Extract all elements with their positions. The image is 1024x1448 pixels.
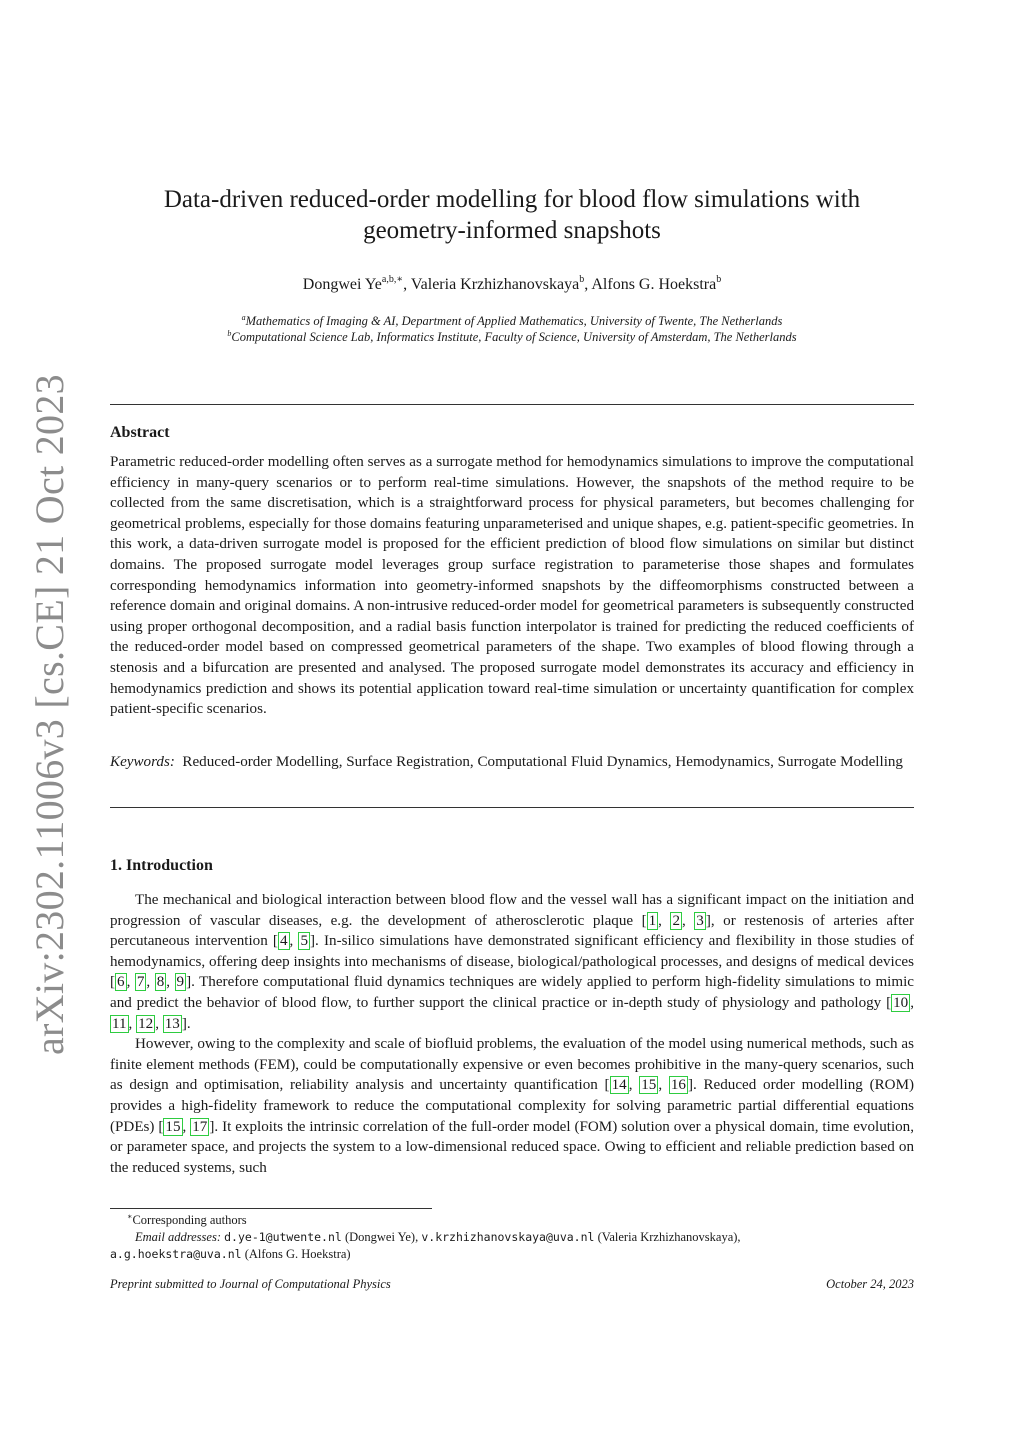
citation-link[interactable]: 7: [136, 974, 145, 991]
keywords-label: Keywords:: [110, 754, 175, 770]
footnote-corresponding: ∗Corresponding authors: [127, 1212, 247, 1227]
citation-link[interactable]: 12: [138, 1015, 154, 1032]
title-line-1: Data-driven reduced-order modelling for blood flow simulations with: [163, 186, 861, 213]
author-3: Alfons G. Hoekstra$^b$: [591, 274, 722, 293]
paragraph-text: ,: [126, 974, 135, 991]
author-list: [110, 275, 914, 295]
page-footer: [110, 1276, 914, 1292]
paragraph-text: ,: [658, 1077, 669, 1094]
citation-link[interactable]: 9: [176, 974, 185, 991]
footnote-emails-line-2: a.g.hoekstra@uva.nl (Alfons G. Hoekstra): [110, 1247, 351, 1261]
keywords: [110, 752, 914, 773]
title-line-2: geometry-informed snapshots: [363, 217, 661, 244]
paragraph-text: However, owing to the complexity and scale of biofluid problems, the evaluation of the model using numerical methods, such as finite element methods (FEM), could be computationally expensive or even becomes prohibitive in the many-query scenarios, such as design and optimisation, reliability analysis and uncertainty quantification [: [110, 1036, 914, 1094]
paragraph-text: ,: [682, 912, 695, 929]
citation-link[interactable]: 8: [156, 974, 165, 991]
intro-paragraph-1: [110, 890, 914, 1034]
citation-link[interactable]: 6: [117, 974, 125, 991]
abstract-bottom-rule: [110, 807, 914, 808]
email-addresses-label: Email addresses:: [135, 1230, 221, 1244]
footer-journal: Preprint submitted to Journal of Computational Physics: [110, 1277, 391, 1291]
citation-link[interactable]: 17: [192, 1118, 208, 1135]
paragraph-text: ]. In-silico simulations have demonstrated significant efficiency and flexibility in those studies of hemodynamics, offering deep insights into mechanisms of disease, biological/pathological processes, and designs of medical devices [: [110, 933, 915, 991]
paper-title: [110, 184, 914, 246]
paragraph-text: ], or restenosis of arteries after percutaneous intervention [: [110, 912, 914, 950]
footnote-emails-line: Email addresses: d.ye-1@utwente.nl (Dongwei Ye), v.krzhizhanovskaya@uva.nl (Valeria Krzhizhanovskaya),: [135, 1230, 741, 1244]
author-1: Dongwei $Ye^{a,b,∗}$,: [302, 274, 411, 293]
footer-date: October 24, 2023: [826, 1277, 914, 1291]
footnote: [110, 1212, 914, 1263]
keywords-list: Reduced-order Modelling, Surface Registration, Computational Fluid Dynamics, Hemodynamics, Surrogate Modelling: [182, 754, 903, 770]
paragraph-text: ,: [166, 974, 175, 991]
abstract-body: Parametric reduced-order modelling often serves as a surrogate method for hemodynamics simulations to improve the computational efficiency in many-query scenarios or to perform real-time simulations. However, the snapshots of the method require to be collected from the same discretisation, which is a straightforward process for physical parameters, but becomes challenging for geometrical problems, especially for those domains featuring unparameterised and unique shapes, e.g. patient-specific geometries. In this work, a data-driven surrogate model is proposed for the efficient prediction of blood flow simulations on similar but distinct domains. The proposed surrogate model leverages group surface registration to parameterise those shapes and formulates corresponding hemodynamics information into geometry-informed snapshots by the diffeomorphisms constructed between a reference domain and original domains. A non-intrusive reduced-order model for geometrical parameters is subsequently constructed using proper orthogonal decomposition, and a radial basis function interpolator is trained for predicting the reduced coefficients of the reduced-order model based on compressed geometrical parameters of the shape. Two examples of blood flowing through a stenosis and a bifurcation are presented and analysed. The proposed surrogate model demonstrates its accuracy and efficiency in hemodynamics prediction and shows its potential application toward real-time simulation or uncertainty quantification for complex patient-specific scenarios.: [110, 454, 914, 718]
citation-link[interactable]: 16: [670, 1077, 686, 1094]
citation-link[interactable]: 11: [112, 1015, 127, 1032]
citation-link[interactable]: 13: [164, 1015, 180, 1032]
affiliation-a: $^a$Mathematics of Imaging & AI, Department of Applied Mathematics, University of Twente, The Netherlands: [241, 313, 783, 328]
paragraph-text: ,: [146, 974, 155, 991]
abstract-heading: Abstract: [110, 424, 170, 441]
citation-link[interactable]: 14: [611, 1077, 627, 1094]
citation-link[interactable]: 15: [641, 1077, 657, 1094]
paragraph-text: The mechanical and biological interaction between blood flow and the vessel wall has a significant impact on the initiation and progression of vascular diseases, e.g. the development of atherosclerotic plaque [: [110, 892, 914, 929]
section-heading-introduction: 1. Introduction: [110, 857, 213, 874]
paragraph-text: ,: [658, 912, 671, 929]
paragraph-text: ,: [155, 1015, 163, 1032]
paragraph-text: ]. It exploits the intrinsic correlation of the full-order model (FOM) solution over a physical domain, time evolution, or parameter space, and projects the system to a low-dimensional reduced space. Owing to efficient and reliable prediction based on the reduced systems, such: [110, 1118, 914, 1176]
paragraph-text: ,: [289, 933, 299, 950]
citation-link[interactable]: 1: [648, 912, 657, 929]
paragraph-text: ,: [182, 1118, 191, 1135]
abstract-top-rule: [110, 404, 914, 405]
author-2: Valeria Krzhizhanovskaya$^b$,: [410, 274, 592, 293]
citation-link[interactable]: 15: [165, 1118, 181, 1135]
citation-link[interactable]: 3: [696, 912, 704, 929]
email-link-krzhizhanovskaya[interactable]: v.krzhizhanovskaya@uva.nl: [421, 1230, 595, 1244]
paragraph-text: ,: [910, 994, 914, 1011]
affiliation-b: $^b$Computational Science Lab, Informatics Institute, Faculty of Science, University of Amsterdam, The Netherlands: [227, 329, 797, 344]
paragraph-text: ].: [181, 1015, 191, 1032]
citation-link[interactable]: 10: [893, 994, 909, 1011]
footnote-rule: [110, 1208, 432, 1209]
citation-link[interactable]: 4: [279, 933, 288, 950]
citation-link[interactable]: 5: [300, 933, 309, 950]
paragraph-text: ]. Therefore computational fluid dynamics techniques are widely applied to perform high-fidelity simulations to mimic and predict the behavior of blood flow, to further support the clinical practice or in-depth study of physiology and pathology [: [110, 974, 915, 1011]
introduction-body: [110, 890, 914, 1178]
intro-paragraph-2: [110, 1034, 914, 1178]
paragraph-text: ,: [628, 1077, 640, 1094]
affiliations: [110, 313, 914, 345]
arxiv-identifier-stamp: arXiv:2302.11006v3 [cs.CE] 21 Oct 2023: [27, 374, 72, 1055]
citation-link[interactable]: 2: [672, 912, 680, 929]
email-link-hoekstra[interactable]: a.g.hoekstra@uva.nl: [110, 1247, 242, 1261]
email-link-ye[interactable]: d.ye-1@utwente.nl: [224, 1230, 342, 1244]
paragraph-text: ]. Reduced order modelling (ROM) provides a high-fidelity framework to reduce the computational complexity for solving parametric partial differential equations (PDEs) [: [110, 1077, 915, 1135]
paragraph-text: ,: [128, 1015, 137, 1032]
